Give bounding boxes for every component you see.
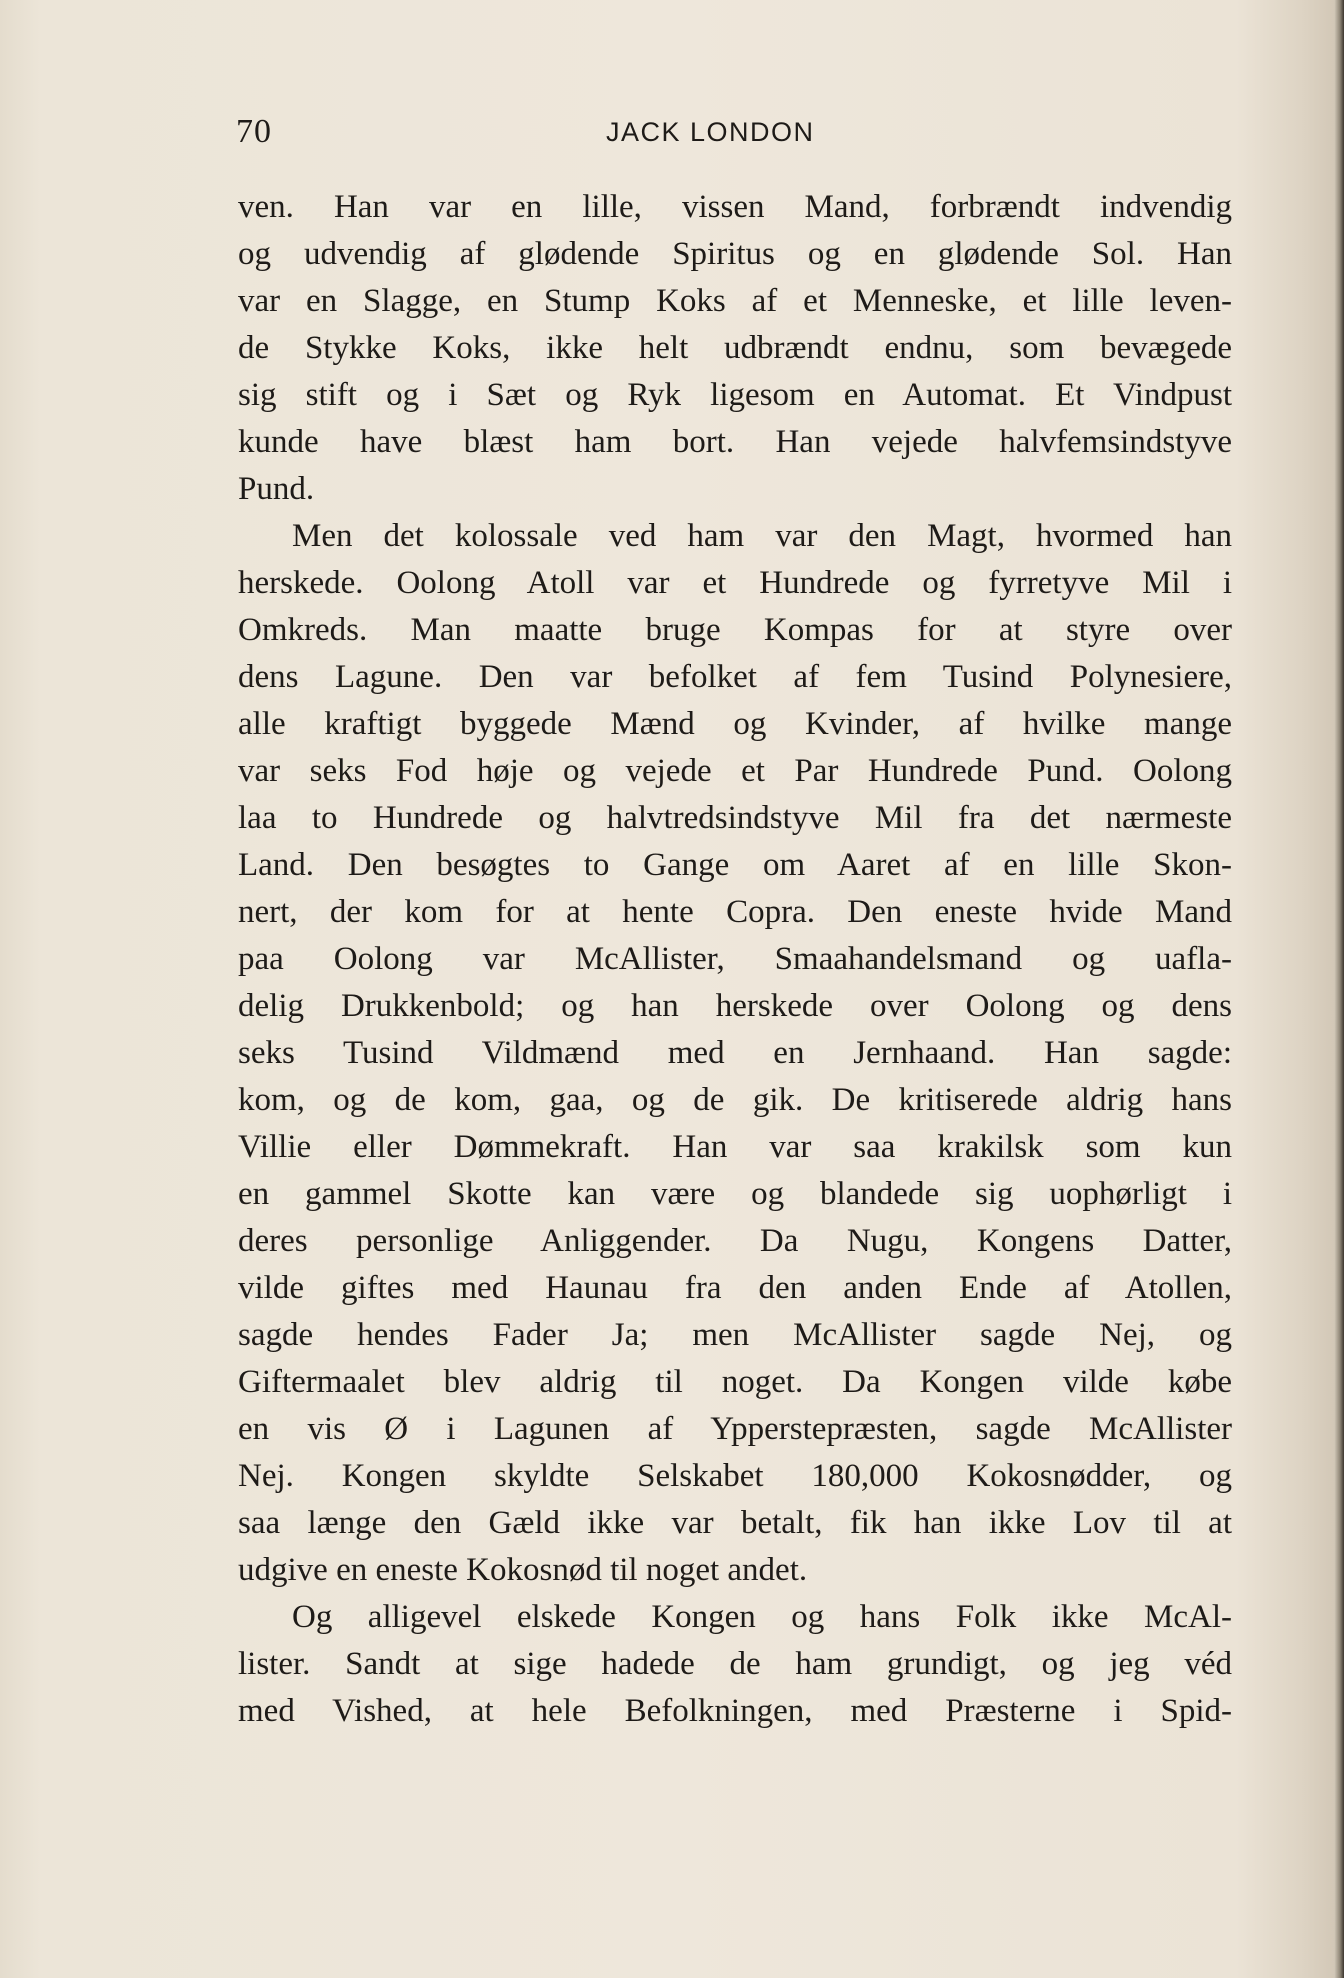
text-line: Land. Den besøgtes to Gange om Aaret af en lille Skon- [238,847,1232,883]
text-line: sagde hendes Fader Ja; men McAllister sagde Nej, og [238,1317,1232,1353]
text-line: seks Tusind Vildmænd med en Jernhaand. Han sagde: [238,1035,1232,1071]
text-line: Og alligevel elskede Kongen og hans Folk ikke McAl- [292,1599,1232,1635]
text-line: en gammel Skotte kan være og blandede sig uophørligt i [238,1176,1232,1212]
text-line: lister. Sandt at sige hadede de ham grundigt, og jeg véd [238,1646,1232,1682]
text-line: Villie eller Dømmekraft. Han var saa krakilsk som kun [238,1129,1232,1165]
text-line: Pund. [238,471,315,507]
body-text [238,184,1232,1735]
text-line: var en Slagge, en Stump Koks af et Menneske, et lille leven- [238,283,1232,319]
text-line: deres personlige Anliggender. Da Nugu, Kongens Datter, [238,1223,1232,1259]
text-line: var seks Fod høje og vejede et Par Hundrede Pund. Oolong [238,753,1232,789]
text-line: saa længe den Gæld ikke var betalt, fik han ikke Lov til at [238,1505,1232,1541]
text-line: dens Lagune. Den var befolket af fem Tusind Polynesiere, [238,659,1232,695]
text-line: laa to Hundrede og halvtredsindstyve Mil fra det nærmeste [238,800,1232,836]
text-line: de Stykke Koks, ikke helt udbrændt endnu, som bevægede [238,330,1232,366]
page-edge-shadow [1334,0,1344,1978]
text-line: Nej. Kongen skyldte Selskabet 180,000 Kokosnødder, og [238,1458,1232,1494]
text-line: med Vished, at hele Befolkningen, med Præsterne i Spid- [238,1693,1232,1729]
text-line: paa Oolong var McAllister, Smaahandelsmand og uafla- [238,941,1232,977]
text-line: ven. Han var en lille, vissen Mand, forbrændt indvendig [238,189,1232,225]
text-line: en vis Ø i Lagunen af Ypperstepræsten, sagde McAllister [238,1411,1232,1447]
page-header [236,112,1236,152]
text-line: Men det kolossale ved ham var den Magt, hvormed han [292,518,1232,554]
text-line: alle kraftigt byggede Mænd og Kvinder, af hvilke mange [238,706,1232,742]
text-line: udgive en eneste Kokosnød til noget andet. [238,1552,808,1588]
text-line: kom, og de kom, gaa, og de gik. De kritiserede aldrig hans [238,1082,1232,1118]
text-line: delig Drukkenbold; og han herskede over Oolong og dens [238,988,1232,1024]
text-line: sig stift og i Sæt og Ryk ligesom en Automat. Et Vindpust [238,377,1232,413]
text-line: kunde have blæst ham bort. Han vejede halvfemsindstyve [238,424,1232,460]
page-number: 70 [236,113,272,150]
text-line: vilde giftes med Haunau fra den anden Ende af Atollen, [238,1270,1232,1306]
running-head: JACK LONDON [606,117,815,147]
text-line: Omkreds. Man maatte bruge Kompas for at styre over [238,612,1232,648]
text-line: herskede. Oolong Atoll var et Hundrede og fyrretyve Mil i [238,565,1232,601]
text-line: Giftermaalet blev aldrig til noget. Da Kongen vilde købe [238,1364,1232,1400]
text-line: og udvendig af glødende Spiritus og en glødende Sol. Han [238,236,1232,272]
text-line: nert, der kom for at hente Copra. Den eneste hvide Mand [238,894,1232,930]
